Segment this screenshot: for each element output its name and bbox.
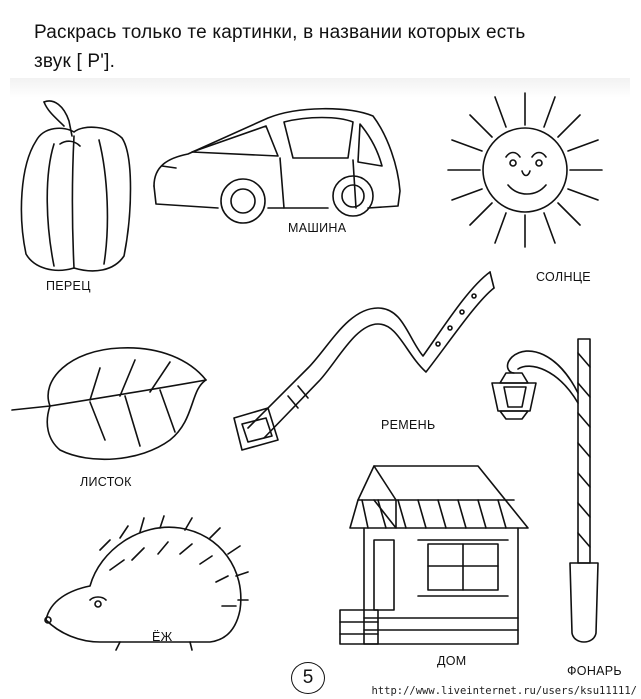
hedgehog-picture <box>40 510 250 650</box>
instruction-line-1: Раскрась только те картинки, в названии которых есть <box>34 22 526 43</box>
house-picture <box>338 460 538 650</box>
label-belt: РЕМЕНЬ <box>381 418 436 432</box>
label-pepper: ПЕРЕЦ <box>46 279 91 293</box>
label-lantern: ФОНАРЬ <box>567 664 622 678</box>
car-picture <box>148 96 408 226</box>
instruction-line-2: звук [ Р']. <box>34 51 116 72</box>
label-leaf: ЛИСТОК <box>80 475 132 489</box>
label-car: МАШИНА <box>288 221 347 235</box>
sun-picture <box>440 85 610 255</box>
label-sun: СОЛНЦЕ <box>536 270 591 284</box>
label-house: ДОМ <box>437 654 467 668</box>
task-instruction <box>34 18 594 76</box>
belt-picture <box>228 268 498 458</box>
pepper-picture <box>14 96 144 281</box>
label-hedgehog: ЁЖ <box>152 630 173 644</box>
watermark-url: http://www.liveinternet.ru/users/ksu11111/ <box>371 685 637 697</box>
leaf-picture <box>10 340 215 470</box>
page-number: 5 <box>291 662 325 694</box>
